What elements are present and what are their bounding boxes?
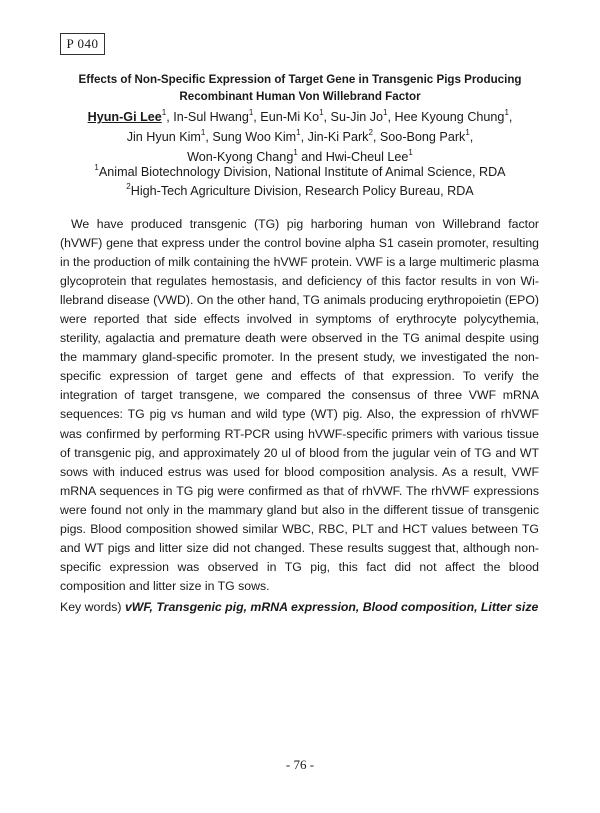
affiliation-text: Animal Biotechnology Division, National Institute of Animal Science, RDA — [98, 165, 506, 179]
author — [260, 107, 324, 124]
title-line-2: Recombinant Human Von Willebrand Factor — [179, 90, 421, 103]
author-separator: , — [372, 130, 380, 144]
affiliation-text: High-Tech Agriculture Division, Research Policy Bureau, RDA — [130, 184, 474, 198]
author-separator: , — [323, 110, 331, 124]
author-affil-mark: 1 — [504, 107, 509, 117]
poster-id: P 040 — [66, 36, 99, 51]
author-name: Won-Kyong Chang — [187, 150, 294, 164]
author — [379, 127, 470, 144]
author-affil-mark: 1 — [383, 107, 388, 117]
author-separator: , — [300, 130, 308, 144]
author-affil-mark: 1 — [296, 127, 301, 137]
author-separator: , — [387, 110, 395, 124]
author-separator: , — [205, 130, 213, 144]
author-affil-mark: 1 — [408, 147, 413, 157]
poster-id-box — [60, 33, 105, 55]
affiliation-mark: 1 — [94, 162, 99, 172]
page-number: - 76 - — [285, 757, 315, 772]
title-line-1: Effects of Non-Specific Expression of Target Gene in Transgenic Pigs Producing — [78, 73, 522, 86]
author-affil-mark: 1 — [200, 127, 206, 137]
author — [173, 107, 254, 124]
author — [87, 107, 167, 124]
author-name: In-Sul Hwang — [173, 110, 249, 124]
author-separator: , — [253, 110, 261, 124]
author-name: Eun-Mi Ko — [260, 110, 320, 124]
author-separator: , — [508, 110, 513, 124]
author-affil-mark: 1 — [161, 107, 167, 117]
author-separator: , — [469, 130, 474, 144]
affiliation-list — [60, 163, 540, 201]
author-separator: and — [297, 150, 326, 164]
author-list — [60, 107, 540, 167]
author-separator: , — [166, 110, 174, 124]
author-name: Su-Jin Jo — [330, 110, 384, 124]
author-name: Sung Woo Kim — [212, 130, 297, 144]
author — [330, 107, 388, 124]
author — [187, 147, 298, 164]
author — [126, 127, 206, 144]
affiliation — [60, 163, 540, 182]
author-affil-mark: 1 — [465, 127, 470, 137]
paper-title — [60, 71, 540, 105]
keywords-label: Key words) — [60, 600, 122, 614]
keywords-list: vWF, Transgenic pig, mRNA expression, Blood composition, Litter size — [124, 600, 539, 614]
author-line-1 — [60, 107, 540, 127]
author — [212, 127, 301, 144]
author-affil-mark: 1 — [319, 107, 324, 117]
author-name: Jin-Ki Park — [307, 130, 369, 144]
author-name: Soo-Bong Park — [379, 130, 466, 144]
author-name: Jin Hyun Kim — [126, 130, 201, 144]
author-name: Hwi-Cheul Lee — [325, 150, 409, 164]
abstract-body: We have produced transgenic (TG) pig harboring human von Willebrand factor (hVWF) gene that express under the control bovine alpha S1 casein promoter, resulting in the production of milk containing the hVWF protein. VWF is a large multimeric plasma glycoprotein that regulates hemostasis, and deficiency of this factor results in von Willebrand disease (VWD). On the other hand, TG animals producing erythropoietin (EPO) were reported that side effects involved in symptoms of erythrocyte polycythemia, sterility, agalactia and premature death were observed in the TG animal despite using the mammary gland-specific promoter. In the present study, we investigated the non-specific expression of target gene and effects of that expression. To verify the integration of target transgene, we compared the consensus of three VWF mRNA sequences: TG pig vs human and wild type (WT) pig. Also, the expression of rhVWF was confirmed by performing RT-PCR using hVWF-specific primers with various tissue of transgenic pig, and approximately 20 ul of blood from the jugular vein of TG and WT sows with induced estrus was used for blood composition analysis. As a result, VWF mRNA sequences in TG pig were confirmed as that of rhVWF. The rhVWF expressions were found not only in the mammary gland but also in the different tissue of transgenic pigs. Blood composition showed similar WBC, RBC, PLT and HCT values between TG and WT pigs and litter size did not changed. These results suggest that, although non-specific expression was observed in TG pig, this fact did not affect the blood composition and litter size in TG sows. — [60, 217, 539, 593]
affiliation-mark: 2 — [126, 181, 131, 191]
author-name: Hee Kyoung Chung — [394, 110, 505, 124]
affiliation — [60, 182, 540, 201]
author-affil-mark: 1 — [293, 147, 298, 157]
author — [325, 147, 413, 164]
author — [394, 107, 509, 124]
author-affil-mark: 1 — [248, 107, 254, 117]
author-name: Hyun-Gi Lee — [87, 110, 162, 124]
author-line-2 — [60, 127, 540, 147]
author — [307, 127, 373, 144]
keywords — [60, 598, 540, 616]
author-affil-mark: 2 — [368, 127, 373, 137]
